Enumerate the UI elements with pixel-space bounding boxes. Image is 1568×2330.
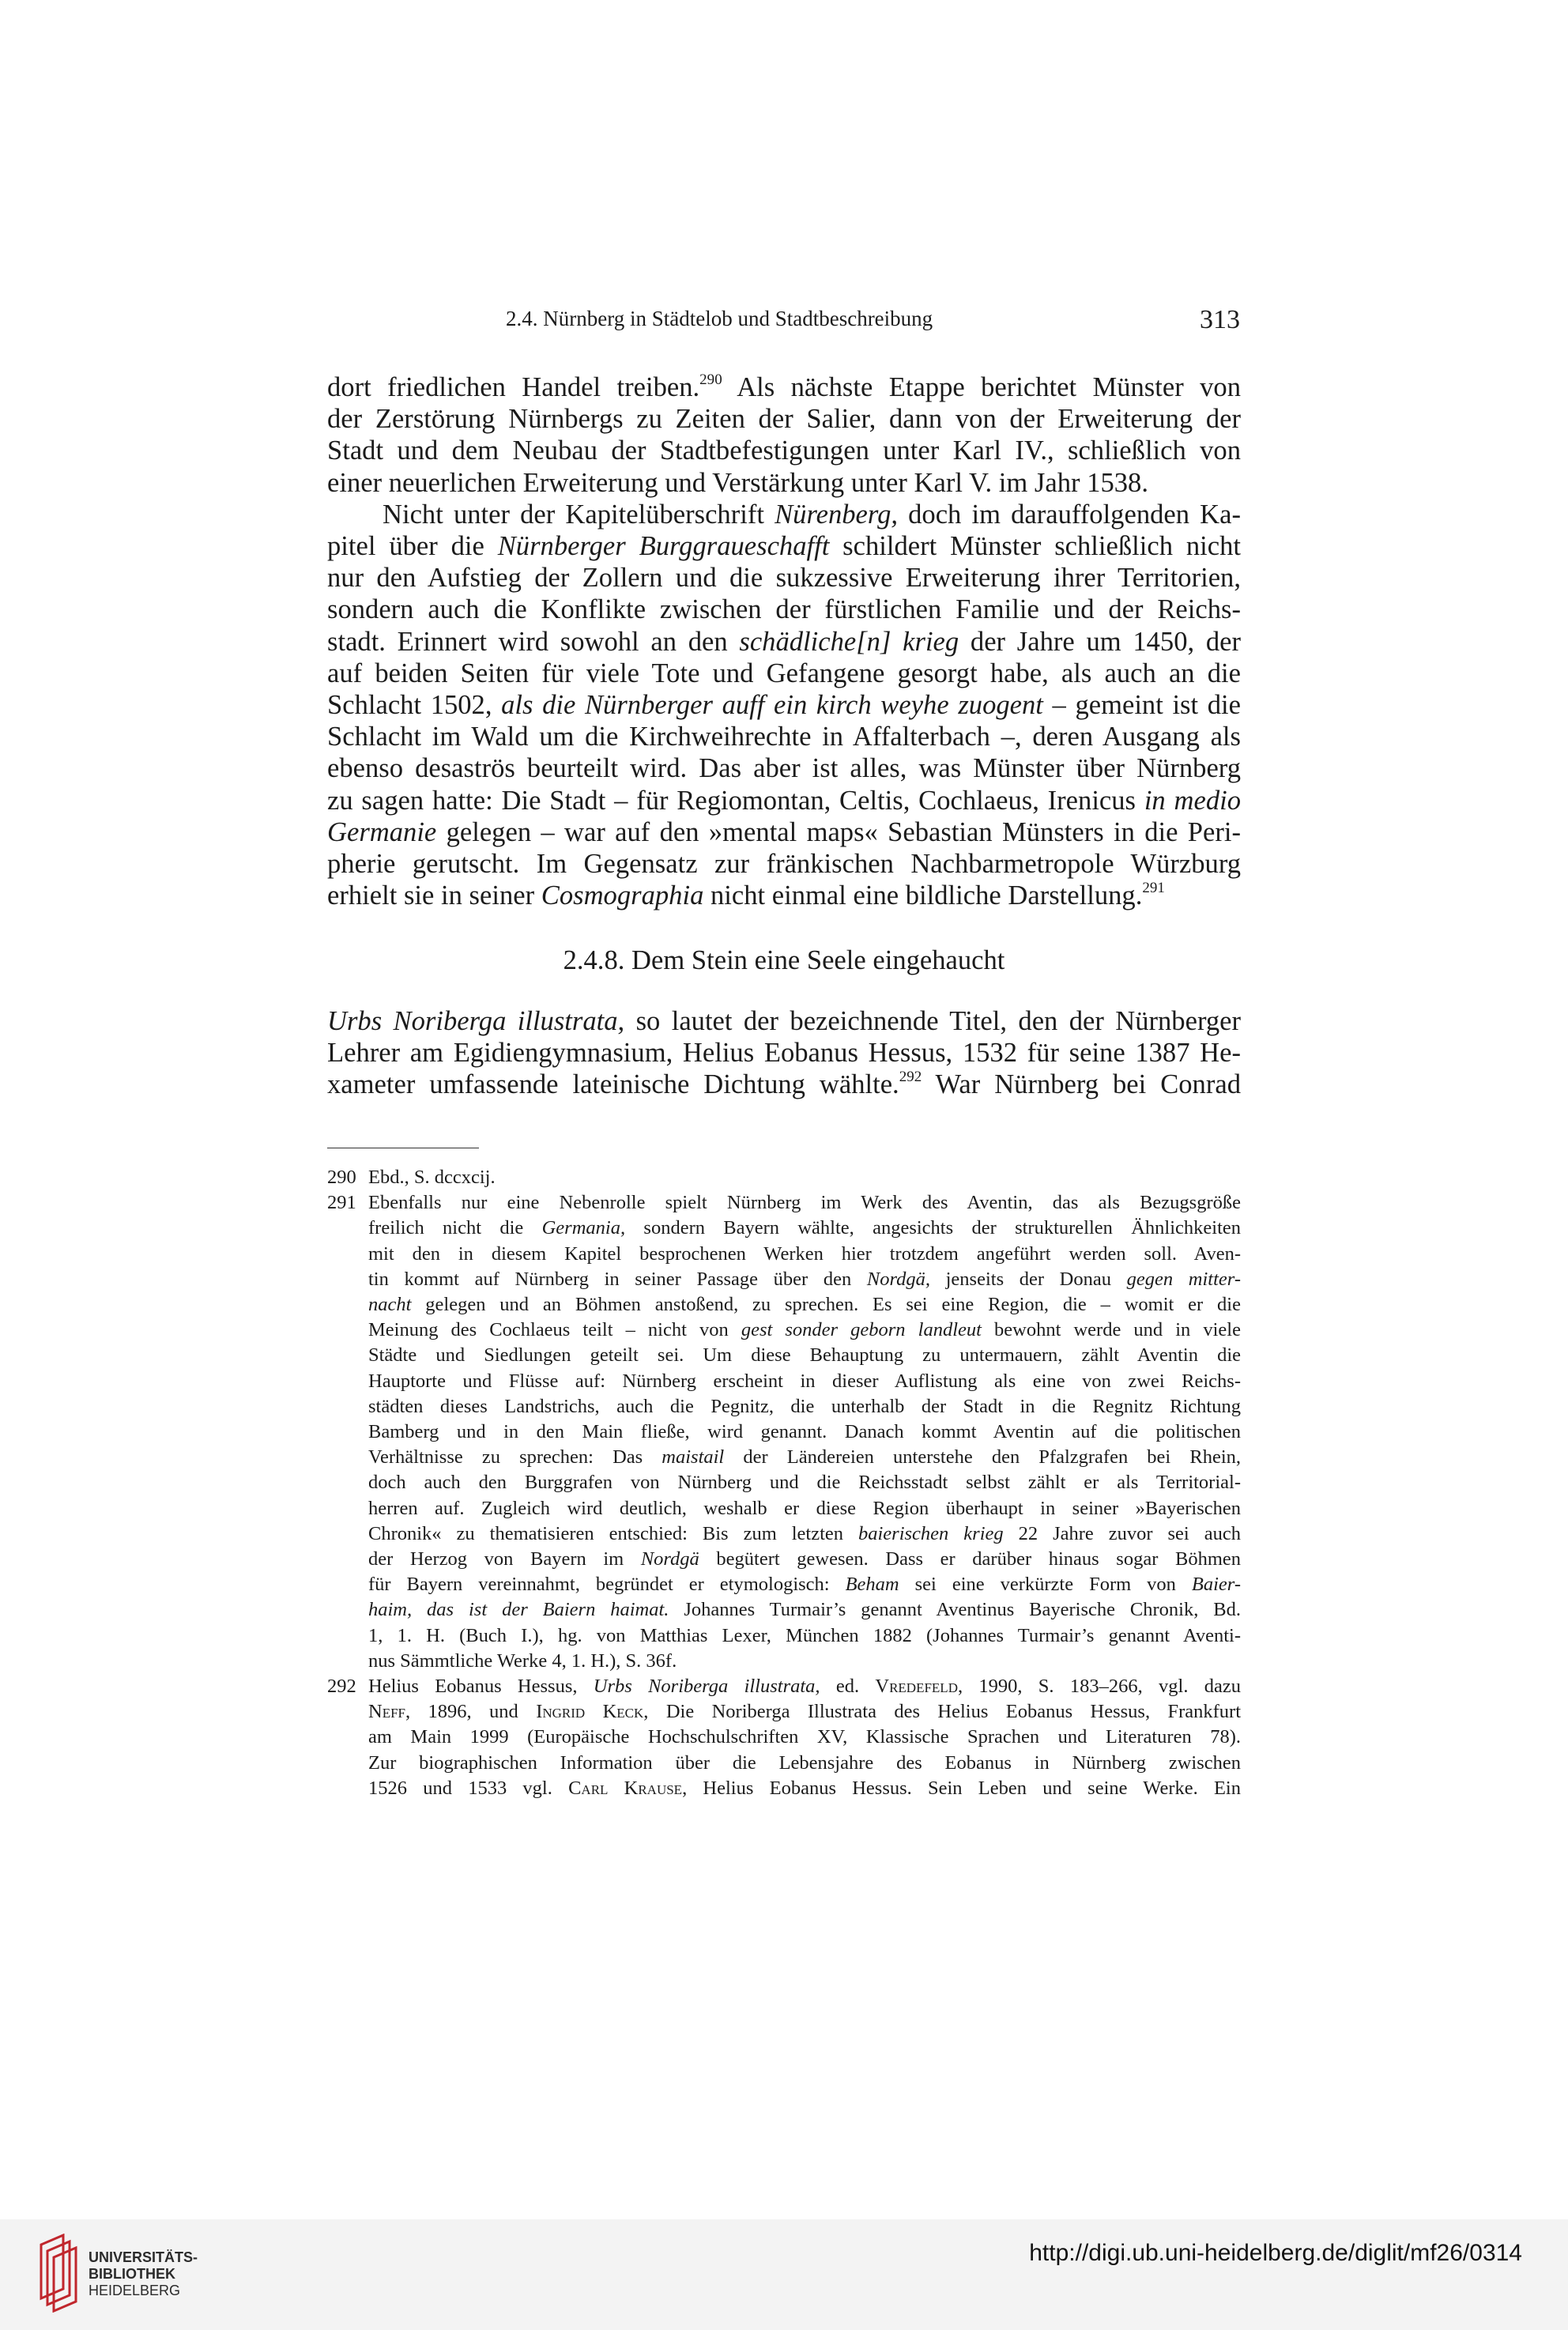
footnote-ref: 290 (699, 371, 722, 388)
text-run: einer neuerlichen Erweiterung und Verstärkung unter Karl V. im Jahr 1538. (327, 467, 1148, 498)
text-run: auf beiden Seiten für viele Tote und Gefangene gesorgt habe, als auch an die (327, 658, 1241, 688)
text-run: – gemeint ist die (1042, 690, 1241, 721)
text-run: , 1896, und (405, 1701, 537, 1723)
text-line (368, 1649, 1241, 1674)
text-run: nus Sämmtliche Werke 4, 1. H.), S. 36f. (368, 1649, 677, 1672)
page-number: 313 (1200, 305, 1240, 334)
text-run: Nürenberg, (775, 499, 898, 530)
text-line (368, 1419, 1241, 1445)
text-run: für Bayern vereinnahmt, begründet er etymologisch: (368, 1574, 846, 1596)
footnote-ref: 291 (1142, 879, 1165, 896)
text-line (327, 562, 1241, 594)
running-head: 2.4. Nürnberg in Städtelob und Stadtbeschreibung (506, 307, 933, 330)
text-run: der Jahre um 1450, der (959, 626, 1242, 657)
text-run: Bamberg und in den Main fließe, wird genannt. Danach kommt Aventin auf die politischen (368, 1421, 1241, 1443)
text-run: haim, das ist der Baiern haimat. (368, 1599, 669, 1621)
text-line (327, 1069, 1241, 1100)
text-line (368, 1267, 1241, 1292)
text-line (327, 530, 1241, 562)
library-name-line: BIBLIOTHEK (89, 2266, 175, 2282)
text-run: doch im darauffolgenden Ka- (898, 499, 1241, 530)
text-run: ebenso desaströs beurteilt wird. Das aber ist alles, was Münster über Nürnberg (327, 753, 1241, 784)
text-run: gelegen – war auf den »mental maps« Sebastian Münsters in die Peri- (436, 816, 1241, 847)
text-run: baierischen krieg (858, 1522, 1004, 1544)
text-run: gelegen und an Böhmen anstoßend, zu sprechen. Es sei eine Region, die – womit er die (411, 1294, 1241, 1316)
text-run: freilich nicht die (368, 1217, 542, 1239)
footnote (327, 1190, 1241, 1674)
text-run: Beham (845, 1574, 899, 1596)
text-run: schädliche[n] krieg (739, 626, 959, 657)
footnotes (327, 1165, 1241, 1801)
text-line (368, 1470, 1241, 1495)
text-line (327, 435, 1241, 466)
footnote-number: 291 (327, 1192, 356, 1214)
text-run: mit den in diesem Kapitel besprochenen Werken hier trotzdem angeführt werden soll. Aven- (368, 1242, 1241, 1265)
text-run: Germanie (327, 816, 437, 847)
text-run: maistail (662, 1446, 725, 1469)
footnote-number: 290 (327, 1167, 356, 1188)
text-run: Helius Eobanus Hessus, (368, 1676, 594, 1698)
text-run: Carl Krause (568, 1777, 683, 1799)
text-run: , 1990, S. 183–266, vgl. dazu (957, 1676, 1241, 1698)
text-run: Als nächste Etappe berichtet Münster von (722, 372, 1241, 402)
text-run: sei eine verkürzte Form von (899, 1574, 1192, 1596)
text-line (368, 1343, 1241, 1368)
text-line (368, 1394, 1241, 1419)
text-line (368, 1318, 1241, 1343)
text-line (327, 752, 1241, 784)
section-heading: 2.4.8. Dem Stein eine Seele eingehaucht (563, 945, 1005, 975)
text-run: gegen mitter- (1126, 1268, 1241, 1290)
text-run: Verhältnisse zu sprechen: Das (368, 1446, 662, 1469)
text-run: Zur biographischen Information über die Lebensjahre des Eobanus in Nürnberg zwischen (368, 1751, 1241, 1774)
text-line (368, 1496, 1241, 1521)
text-line (368, 1165, 1241, 1190)
text-run: Baier- (1191, 1574, 1241, 1596)
text-run: als die Nürnberger auff ein kirch weyhe zuogent (501, 690, 1043, 721)
footnote-number: 292 (327, 1676, 356, 1698)
text-run: pitel über die (327, 531, 498, 562)
text-run: zu sagen hatte: Die Stadt – für Regiomontan, Celtis, Cochlaeus, Irenicus (327, 785, 1144, 816)
text-run: bewohnt werde und in viele (981, 1319, 1241, 1341)
text-run: Urbs Noriberga illustrata, (593, 1676, 820, 1698)
ub-logo-icon (36, 2234, 81, 2313)
text-run: 1526 und 1533 vgl. (368, 1777, 569, 1799)
text-run: Schlacht im Wald um die Kirchweihrechte in Affalterbach –, deren Ausgang als (327, 722, 1241, 752)
text-run: xameter umfassende lateinische Dichtung wählte. (327, 1069, 899, 1100)
text-line (368, 1547, 1241, 1572)
text-run: städten dieses Landstrichs, auch die Pegnitz, die unterhalb der Stadt in die Regnitz Richtung (368, 1395, 1241, 1417)
text-run: Ingrid Keck (536, 1701, 644, 1723)
text-run: 22 Jahre zuvor sei auch (1003, 1522, 1241, 1544)
text-line (327, 785, 1241, 816)
text-run: War Nürnberg bei Conrad (922, 1069, 1241, 1100)
text-run: Städte und Siedlungen geteilt sei. Um diese Behauptung zu untermauern, zählt Aventin die (368, 1344, 1241, 1367)
text-run: herren auf. Zugleich wird deutlich, weshalb er diese Region überhaupt in seiner »Bayerischen (368, 1497, 1241, 1519)
text-line (327, 626, 1241, 658)
main-text (327, 371, 1241, 911)
text-run: nacht (368, 1294, 412, 1316)
footer-bar (0, 2219, 1568, 2330)
text-run: der Herzog von Bayern im (368, 1548, 641, 1570)
text-run: doch auch den Burggrafen von Nürnberg und die Reichsstadt selbst zählt er als Territorial- (368, 1472, 1241, 1494)
text-line (368, 1751, 1241, 1776)
text-line (368, 1242, 1241, 1267)
text-run: 1, 1. H. (Buch I.), hg. von Matthias Lexer, München 1882 (Johannes Turmair’s genannt Aventi- (368, 1624, 1241, 1646)
text-line (327, 467, 1241, 499)
text-run: der Zerstörung Nürnbergs zu Zeiten der Salier, dann von der Erweiterung der (327, 404, 1241, 435)
text-line (327, 1037, 1241, 1069)
text-line (327, 848, 1241, 880)
text-run: Cosmographia (541, 880, 704, 911)
footnote-ref: 292 (899, 1069, 922, 1086)
library-name (89, 2249, 198, 2299)
text-line (327, 721, 1241, 752)
text-line (327, 403, 1241, 435)
text-run: , Helius Eobanus Hessus. Sein Leben und seine Werke. Ein (682, 1777, 1241, 1799)
text-run: Chronik« zu thematisieren entschied: Bis zum letzten (368, 1522, 858, 1544)
text-line (368, 1292, 1241, 1318)
text-run: Germania, (541, 1217, 626, 1239)
library-name-line: UNIVERSITÄTS- (89, 2249, 198, 2265)
text-line (368, 1572, 1241, 1597)
text-line (327, 594, 1241, 625)
text-run: Vredefeld (875, 1676, 958, 1698)
text-run: so lautet der bezeichnende Titel, den der Nürnberger (624, 1006, 1241, 1036)
text-run: am Main 1999 (Europäische Hochschulschriften XV, Klassische Sprachen und Literaturen 78). (368, 1726, 1241, 1748)
text-run: Meinung des Cochlaeus teilt – nicht von (368, 1319, 741, 1341)
text-run: begütert gewesen. Dass er darüber hinaus sogar Böhmen (699, 1548, 1241, 1570)
footnote (327, 1674, 1241, 1801)
text-run: Ebenfalls nur eine Nebenrolle spielt Nürnberg im Werk des Aventin, das als Bezugsgröße (368, 1192, 1241, 1214)
text-run: nicht einmal eine bildliche Darstellung. (703, 880, 1143, 911)
text-run: der Ländereien unterstehe den Pfalzgrafen bei Rhein, (724, 1446, 1241, 1469)
text-run: Stadt und dem Neubau der Stadtbefestigungen unter Karl IV., schließlich von (327, 435, 1241, 466)
text-run: Nürnberger Burggraueschafft (497, 531, 830, 562)
text-line (327, 816, 1241, 848)
text-line (368, 1521, 1241, 1547)
text-run: , Die Noriberga Illustrata des Helius Eobanus Hessus, Frankfurt (643, 1701, 1242, 1723)
source-url[interactable]: http://digi.ub.uni-heidelberg.de/diglit/mf26/0314 (1029, 2240, 1522, 2266)
text-line (327, 499, 1241, 530)
text-line (368, 1445, 1241, 1470)
text-run: nur den Aufstieg der Zollern und die sukzessive Erweiterung ihrer Territorien, (327, 563, 1241, 594)
text-run: in medio (1144, 785, 1242, 816)
text-line (327, 371, 1241, 403)
text-line (327, 1005, 1241, 1037)
text-run: Schlacht 1502, (327, 690, 502, 721)
text-run: dort friedlichen Handel treiben. (327, 372, 700, 402)
text-run: tin kommt auf Nürnberg in seiner Passage über den (368, 1268, 867, 1290)
text-line (368, 1597, 1241, 1623)
text-run: sondern auch die Konflikte zwischen der fürstlichen Familie und der Reichs- (327, 594, 1241, 625)
text-run: Lehrer am Egidiengymnasium, Helius Eobanus Hessus, 1532 für seine 1387 He- (327, 1038, 1241, 1069)
text-run: Ebd., S. dccxcij. (368, 1167, 496, 1188)
library-name-line: HEIDELBERG (89, 2283, 181, 2298)
text-run: erhielt sie in seiner (327, 880, 541, 911)
text-line (368, 1699, 1241, 1725)
text-line (327, 689, 1241, 721)
footnote (327, 1165, 1241, 1190)
text-run: pherie gerutscht. Im Gegensatz zur fränkischen Nachbarmetropole Würzburg (327, 849, 1241, 880)
text-run: jenseits der Donau (929, 1268, 1127, 1290)
text-run: Hauptorte und Flüsse auf: Nürnberg erscheint in dieser Auflistung als eine von zwei Reichs- (368, 1370, 1241, 1392)
text-line (368, 1216, 1241, 1241)
text-run: stadt. Erinnert wird sowohl an den (327, 626, 740, 657)
text-line (368, 1623, 1241, 1649)
text-run: sondern Bayern wählte, angesichts der strukturellen Ähnlichkeiten (625, 1217, 1241, 1239)
text-line (368, 1190, 1241, 1216)
text-run: ed. (820, 1676, 876, 1698)
text-line (368, 1674, 1241, 1699)
text-line (368, 1776, 1241, 1801)
text-line (368, 1369, 1241, 1394)
text-line (368, 1725, 1241, 1750)
text-run: Nordgä, (866, 1268, 930, 1290)
text-run: Nordgä (640, 1548, 699, 1570)
text-run: schildert Münster schließlich nicht (829, 531, 1241, 562)
text-run: Johannes Turmair’s genannt Aventinus Bayerische Chronik, Bd. (669, 1599, 1241, 1621)
text-run: Urbs Noriberga illustrata, (327, 1006, 625, 1036)
text-run: gest sonder geborn landleut (741, 1319, 982, 1341)
text-line (327, 880, 1241, 911)
text-run: Neff (368, 1701, 405, 1723)
main-text-continued (327, 1005, 1241, 1101)
text-run: Nicht unter der Kapitelüberschrift (383, 499, 775, 530)
text-line (327, 658, 1241, 689)
